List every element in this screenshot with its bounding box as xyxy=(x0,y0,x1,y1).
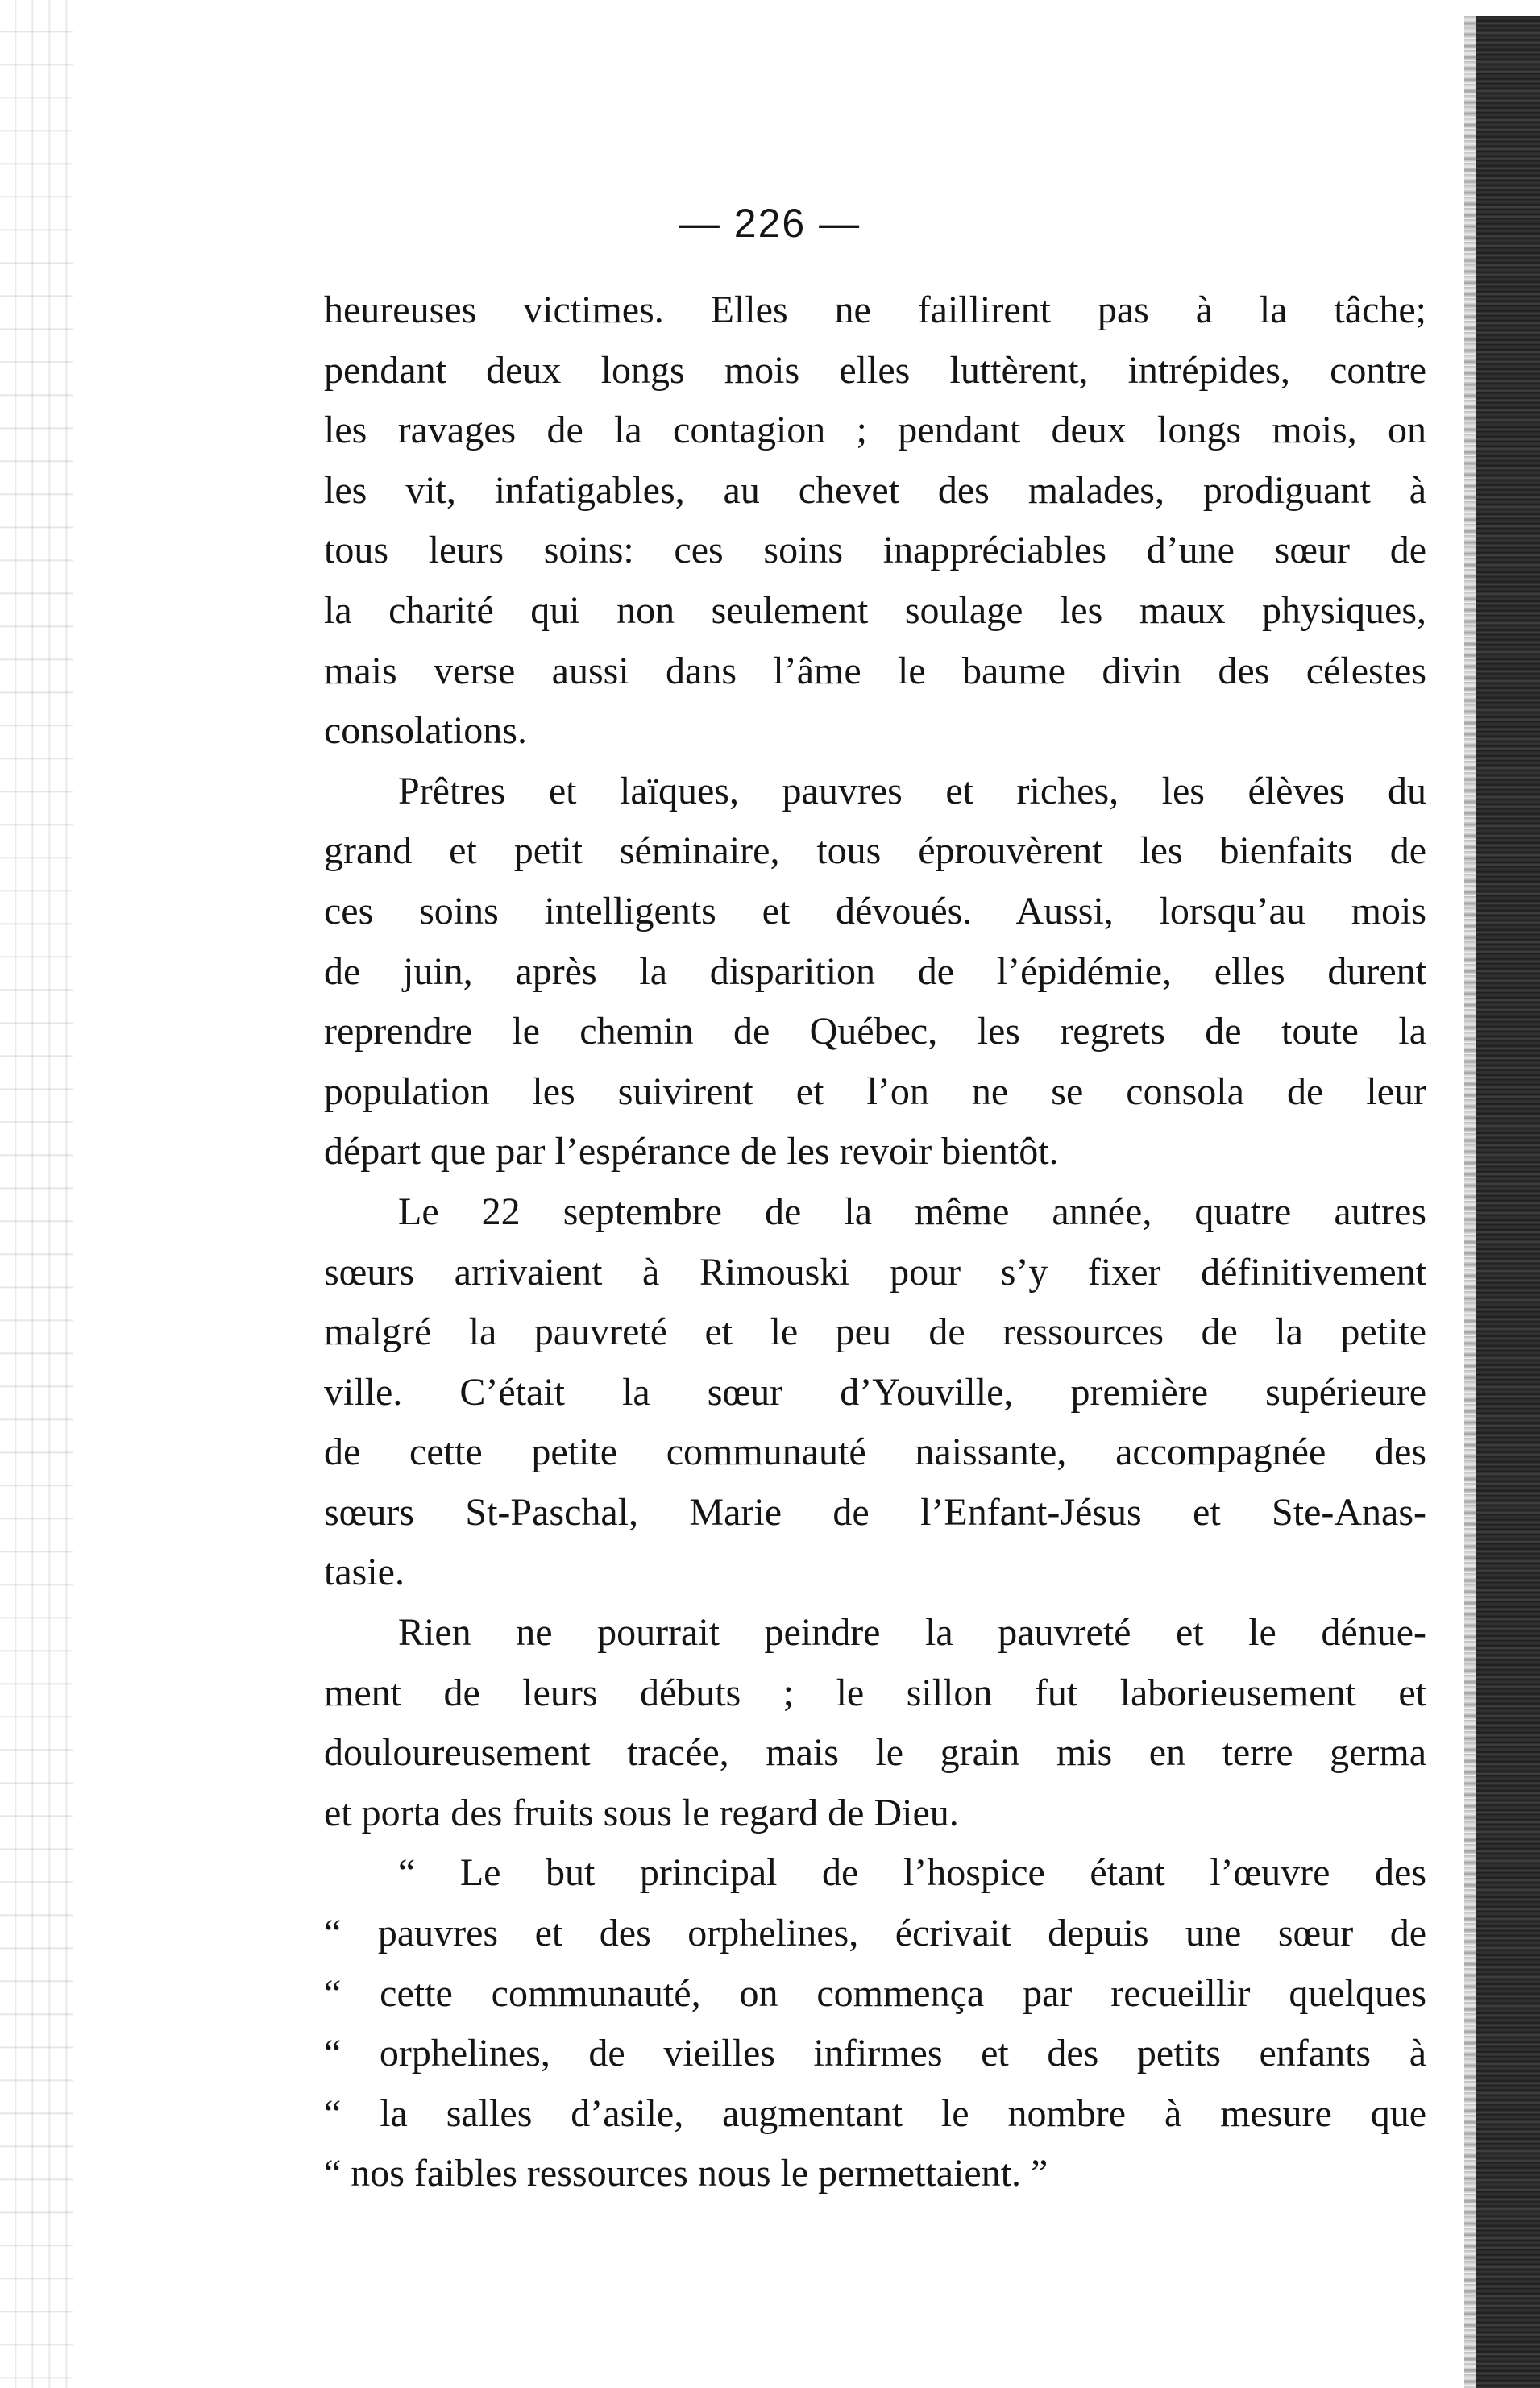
text-line: de cette petite communauté naissante, accompagnée des xyxy=(324,1431,1426,1474)
text-line: consolations. xyxy=(324,709,527,753)
text-line: “ Le but principal de l’hospice étant l’œuvre des xyxy=(398,1851,1426,1895)
binding-shadow xyxy=(1476,16,1540,2388)
text-line: les vit, infatigables, au chevet des malades, prodiguant à xyxy=(324,468,1426,512)
text-line: “ pauvres et des orphelines, écrivait depuis une sœur de xyxy=(324,1912,1426,1955)
text-line: douloureusement tracée, mais le grain mis en terre germa xyxy=(324,1731,1426,1775)
text-line: “ la salles d’asile, augmentant le nombre à mesure que xyxy=(324,2091,1426,2135)
text-line: reprendre le chemin de Québec, les regrets de toute la xyxy=(324,1010,1426,1053)
text-line: la charité qui non seulement soulage les maux physiques, xyxy=(324,588,1426,632)
text-line: Rien ne pourrait peindre la pauvreté et le dénue- xyxy=(398,1611,1426,1655)
text-line: sœurs arrivaient à Rimouski pour s’y fixer définitivement xyxy=(324,1250,1426,1294)
text-line: heureuses victimes. Elles ne faillirent pas à la tâche; xyxy=(324,289,1426,331)
text-line: tasie. xyxy=(324,1551,405,1594)
page-number: — 226 — xyxy=(679,201,861,246)
text-line: Le 22 septembre de la même année, quatre autres xyxy=(398,1190,1426,1233)
text-line: malgré la pauvreté et le peu de ressources de la petite xyxy=(324,1310,1426,1354)
text-line: ment de leurs débuts ; le sillon fut laborieusement et xyxy=(324,1671,1426,1714)
text-line: “ orphelines, de vieilles infirmes et des petits enfants à xyxy=(324,2032,1426,2075)
text-line: mais verse aussi dans l’âme le baume divin des célestes xyxy=(324,649,1426,692)
text-line: pendant deux longs mois elles luttèrent, intrépides, contre xyxy=(324,348,1426,392)
text-line: Prêtres et laïques, pauvres et riches, les élèves du xyxy=(398,769,1426,812)
text-line: tous leurs soins: ces soins inappréciables d’une sœur de xyxy=(324,529,1426,572)
text-line: et porta des fruits sous le regard de Dieu. xyxy=(324,1791,959,1834)
text-line: départ que par l’espérance de les revoir bientôt. xyxy=(324,1130,1059,1173)
left-gutter-speckle xyxy=(0,0,73,2388)
text-line: ville. C’était la sœur d’Youville, première supérieure xyxy=(324,1370,1426,1414)
body-text xyxy=(324,280,1426,2204)
text-line: grand et petit séminaire, tous éprouvèrent les bienfaits de xyxy=(324,829,1426,873)
text-line: sœurs St-Paschal, Marie de l’Enfant-Jésus et Ste-Anas- xyxy=(324,1490,1426,1534)
text-line: ces soins intelligents et dévoués. Aussi, lorsqu’au mois xyxy=(324,889,1426,932)
text-line: “ nos faibles ressources nous le permettaient. ” xyxy=(324,2152,1048,2195)
text-line: population les suivirent et l’on ne se consola de leur xyxy=(324,1069,1426,1113)
text-line: de juin, après la disparition de l’épidémie, elles durent xyxy=(324,949,1426,993)
text-line: “ cette communauté, on commença par recueillir quelques xyxy=(324,1971,1426,2015)
text-line: les ravages de la contagion ; pendant deux longs mois, on xyxy=(324,409,1426,452)
